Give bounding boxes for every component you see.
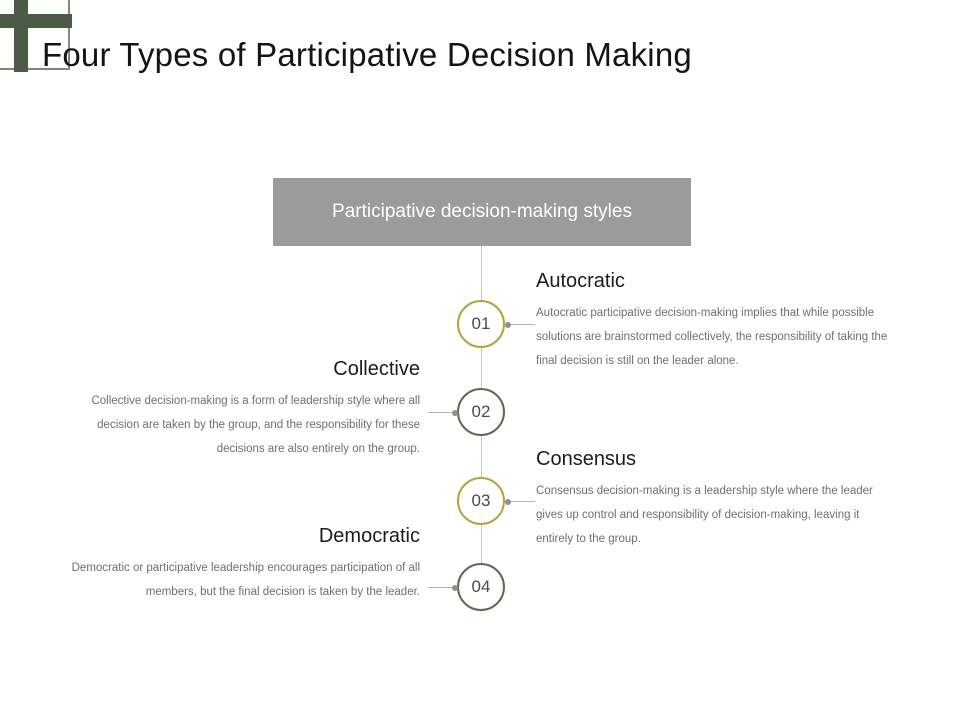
corner-vertical-bar-icon: [14, 0, 28, 72]
connector-dot-icon: [452, 585, 458, 591]
step-description-collective: Collective decision-making is a form of leadership style where all decision are taken by the group, and the responsibility for these decisions are also entirely on the group.: [91, 395, 420, 455]
step-node-02: 02: [457, 388, 505, 436]
step-node-03: 03: [457, 477, 505, 525]
step-title-autocratic: Autocratic: [536, 270, 625, 292]
step-description-democratic: Democratic or participative leadership encourages participation of all members, but the final decision is taken by the leader.: [71, 562, 420, 598]
step-description-autocratic: Autocratic participative decision-making implies that while possible solutions are brainstormed collectively, the responsibility of taking the final decision is still on the leader alone.: [536, 307, 888, 367]
connector-03: [505, 501, 535, 502]
connector-04: [428, 587, 458, 588]
connector-01: [505, 324, 535, 325]
step-node-04: 04: [457, 563, 505, 611]
step-title-collective: Collective: [333, 358, 420, 380]
page-title: Four Types of Participative Decision Making: [42, 36, 692, 73]
step-block-autocratic: [536, 270, 908, 373]
connector-dot-icon: [505, 499, 511, 505]
step-block-collective: [60, 358, 420, 461]
step-title-democratic: Democratic: [318, 525, 420, 547]
step-block-consensus: [536, 448, 896, 551]
connector-dot-icon: [505, 322, 511, 328]
step-node-01: 01: [457, 300, 505, 348]
step-title-consensus: Consensus: [536, 448, 637, 470]
step-block-democratic: [60, 525, 420, 604]
connector-dot-icon: [452, 410, 458, 416]
diagram-header-box: Participative decision-making styles: [273, 178, 691, 246]
step-description-consensus: Consensus decision-making is a leadership style where the leader gives up control and responsibility of decision-making, leaving it entirely to the group.: [536, 485, 873, 545]
connector-02: [428, 412, 458, 413]
corner-horizontal-bar-icon: [0, 14, 72, 28]
